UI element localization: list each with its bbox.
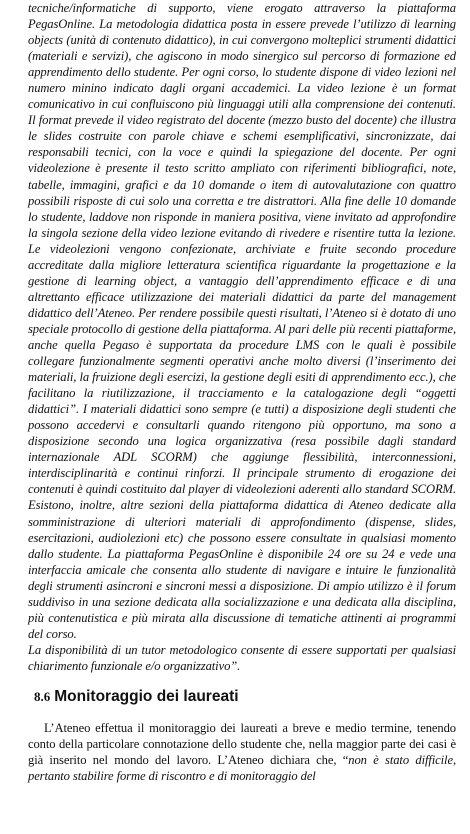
- section-paragraph-quote: non è stato difficile, pertanto stabilire forme di riscontro e di monitoraggio del: [28, 753, 456, 784]
- section-paragraph-text: L’Ateneo effettua il monitoraggio dei laureati a breve e medio termine, tenendo conto della particolare connotazione dello studente che, nella maggior parte dei casi è già inserito nel mondo del lavoro. L’Ateneo dichiara che, “: [28, 720, 456, 768]
- section-title: Monitoraggio dei laureati: [54, 687, 239, 705]
- section-heading: [34, 688, 456, 706]
- quoted-paragraph: tecniche/informatiche di supporto, viene erogato attraverso la piattaforma PegasOnline. La metodologia didattica posta in essere prevede l’utilizzo di learning objects (unità di contenuto didattico), in cui convergono molteplici strumenti didattici (materiali e servizi), che agiscono in modo sinergico sul percorso di formazione ed apprendimento dello studente. Per ogni corso, lo studente dispone di video lezioni nel numero minino indicato dagli organi accademici. La video lezione è un format comunicativo in cui confluiscono più linguaggi utili alla comprensione dei contenuti. Il format prevede il video registrato del docente (mezzo busto del docente) che illustra le slides costruite con parole chiave e schemi esemplificativi, sincronizzate, dai responsabili tecnici, con la voce e quindi la spiegazione del docente. Per ogni videolezione è presente il testo scritto ampliato con riferimenti bibliografici, note, tabelle, immagini, grafici e da 10 domande o item di autovalutazione con quattro possibili risposte di cui solo una corretta e tre distrattori. Alla fine delle 10 domande lo studente, laddove non risponde in maniera positiva, viene invitato ad approfondire la singola sezione della video lezione evitando di rivedere e risentire tutta la lezione. Le videolezioni vengono confezionate, archiviate e fruite secondo procedure accreditate dalla migliore letteratura scientifica riguardante la progettazione e la gestione di learning object, a vantaggio dell’apprendimento efficace e di una altrettanto efficace utilizzazione dei materiali didattici da parte del management didattico dell’Ateneo. Per rendere possibile questi risultati, l’Ateneo si è dotato di uno speciale protocollo di gestione della piattaforma. Al pari delle più recenti piattaforme, anche quella Pegaso è supportata da procedure LMS con le quali è possibile collegare funzionalmente segmenti operativi anche molto diversi (l’inserimento dei materiali, la fruizione degli esercizi, la gestione degli esiti di apprendimento ecc.), che facilitano la riutilizzazione, il tracciamento e la catalogazione degli “oggetti didattici”. I materiali didattici sono sempre (e tutti) a disposizione degli studenti che possono accedervi e consultarli quando ritengono più opportuno, ma sono a disposizione secondo una logica organizzativa (resa possibile dagli standard internazionale ADL SCORM) che aggiunge flessibilità, interconnessioni, interdisciplinarità e continui rinforzi. Il principale strumento di erogazione dei contenuti è quindi costituito dal player di videolezioni aderenti allo standard SCORM. Esistono, inoltre, altre sezioni della piattaforma didattica di Ateneo dedicate alla somministrazione di ulteriori materiali di approfondimento (dispense, slides, esercitazioni, audiolezioni etc) che possono essere consultate in qualsiasi momento dallo studente. La piattaforma PegasOnline è disponibile 24 ore su 24 e vede una interfaccia amicale che consenta allo studente di navigare e intuire le funzionalità degli strumenti asincroni e sincroni messi a disposizione. Di ampio utilizzo è il forum suddiviso in una sezione dedicata alla socializzazione e una dedicata alla disciplina, più contenutistica e più mirata alla discussione di tematiche attinenti ai programmi del corso.: [28, 1, 456, 641]
- quoted-paragraph: La disponibilità di un tutor metodologico consente di essere supportati per qualsiasi chiarimento funzionale e/o organizzativo”.: [28, 642, 456, 673]
- section-number: 8.6: [34, 688, 51, 704]
- quoted-text-block: [28, 0, 456, 674]
- section-paragraph: [28, 720, 456, 784]
